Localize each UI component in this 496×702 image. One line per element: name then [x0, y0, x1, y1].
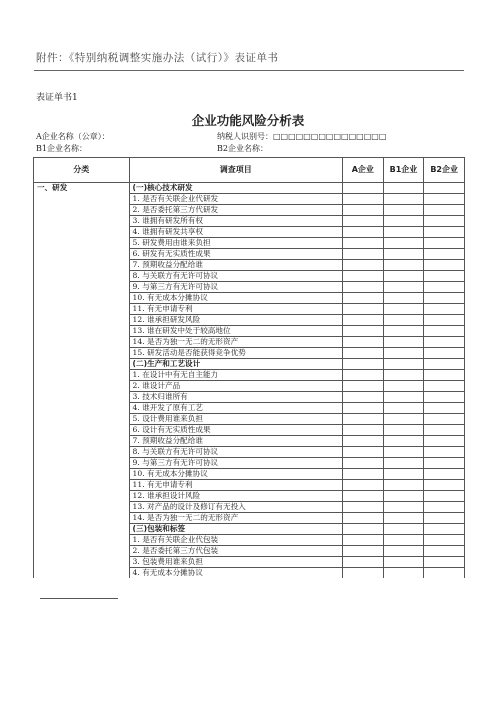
item-text: 8. 与关联方有无许可协议 [129, 271, 342, 282]
answer-cell-a[interactable] [343, 304, 384, 315]
page-title: 企业功能风险分析表 [191, 113, 305, 128]
answer-cell-b2[interactable] [424, 348, 465, 359]
answer-cell-b2[interactable] [424, 337, 465, 348]
item-text: 9. 与第三方有无许可协议 [129, 282, 342, 293]
item-text: 1. 是否有关联企业代包装 [129, 535, 342, 546]
answer-cell-a[interactable] [343, 249, 384, 260]
header-b1: B1企业 [383, 158, 424, 183]
answer-cell-b2[interactable] [424, 469, 465, 480]
item-text: 6. 设计有无实质性成果 [129, 425, 342, 436]
answer-cell-b2[interactable] [424, 304, 465, 315]
section-title: (二)生产和工艺设计 [129, 359, 342, 370]
answer-cell-a[interactable] [343, 227, 384, 238]
item-text: 1. 在设计中有无自主能力 [129, 370, 342, 381]
answer-cell-b2[interactable] [424, 260, 465, 271]
item-text: 11. 有无申请专利 [129, 480, 342, 491]
item-text: 15. 研发活动是否能获得竞争优势 [129, 348, 342, 359]
answer-cell-a[interactable] [343, 458, 384, 469]
header-item: 调查项目 [129, 158, 342, 183]
section-title: (三)包装和标签 [129, 524, 342, 535]
function-risk-table [33, 157, 465, 578]
answer-cell-b2[interactable] [424, 480, 465, 491]
item-text: 13. 对产品的设计及修订有无投入 [129, 502, 342, 513]
answer-cell-a[interactable] [343, 469, 384, 480]
answer-cell-b1[interactable] [383, 183, 424, 194]
answer-cell-a[interactable] [343, 282, 384, 293]
answer-cell-b1[interactable] [383, 337, 424, 348]
a-company-label: A企业名称（公章）： [36, 132, 110, 141]
b2-company-label: B2企业名称： [217, 144, 268, 153]
answer-cell-b1[interactable] [383, 414, 424, 425]
table-body [34, 183, 465, 579]
answer-cell-b1[interactable] [383, 359, 424, 370]
answer-cell-a[interactable] [343, 480, 384, 491]
answer-cell-b2[interactable] [424, 568, 465, 579]
answer-cell-b1[interactable] [383, 381, 424, 392]
answer-cell-b1[interactable] [383, 513, 424, 524]
answer-cell-b1[interactable] [383, 535, 424, 546]
section-row [34, 183, 465, 194]
item-text: 2. 谁设计产品 [129, 381, 342, 392]
answer-cell-a[interactable] [343, 513, 384, 524]
item-text: 11. 有无申请专利 [129, 304, 342, 315]
answer-cell-b2[interactable] [424, 370, 465, 381]
category-cell: 一、研发 [34, 183, 130, 579]
answer-cell-a[interactable] [343, 293, 384, 304]
item-text: 12. 谁承担研发风险 [129, 315, 342, 326]
answer-cell-b1[interactable] [383, 238, 424, 249]
answer-cell-a[interactable] [343, 326, 384, 337]
answer-cell-b1[interactable] [383, 348, 424, 359]
answer-cell-b1[interactable] [383, 436, 424, 447]
answer-cell-b1[interactable] [383, 392, 424, 403]
item-text: 5. 设计费用谁来负担 [129, 414, 342, 425]
answer-cell-b1[interactable] [383, 458, 424, 469]
answer-cell-b1[interactable] [383, 469, 424, 480]
item-text: 3. 技术归谁所有 [129, 392, 342, 403]
answer-cell-b2[interactable] [424, 447, 465, 458]
item-text: 9. 与第三方有无许可协议 [129, 458, 342, 469]
section-title: (一)核心技术研发 [129, 183, 342, 194]
answer-cell-b1[interactable] [383, 502, 424, 513]
answer-cell-b1[interactable] [383, 524, 424, 535]
answer-cell-a[interactable] [343, 370, 384, 381]
answer-cell-a[interactable] [343, 403, 384, 414]
table-header-row [34, 158, 465, 183]
answer-cell-a[interactable] [343, 535, 384, 546]
answer-cell-b2[interactable] [424, 557, 465, 568]
answer-cell-a[interactable] [343, 381, 384, 392]
answer-cell-a[interactable] [343, 216, 384, 227]
answer-cell-b2[interactable] [424, 293, 465, 304]
item-text: 2. 是否委托第三方代研发 [129, 205, 342, 216]
answer-cell-b1[interactable] [383, 282, 424, 293]
answer-cell-b2[interactable] [424, 403, 465, 414]
answer-cell-b2[interactable] [424, 502, 465, 513]
item-text: 7. 预期收益分配给谁 [129, 436, 342, 447]
item-text: 3. 谁拥有研发所有权 [129, 216, 342, 227]
answer-cell-b2[interactable] [424, 227, 465, 238]
answer-cell-b1[interactable] [383, 205, 424, 216]
item-text: 2. 是否委托第三方代包装 [129, 546, 342, 557]
answer-cell-b2[interactable] [424, 315, 465, 326]
document-header: 附件：《特别纳税调整实施办法（试行）》表证单书 [36, 52, 279, 64]
answer-cell-b2[interactable] [424, 535, 465, 546]
answer-cell-b2[interactable] [424, 326, 465, 337]
answer-cell-a[interactable] [343, 260, 384, 271]
answer-cell-b1[interactable] [383, 557, 424, 568]
answer-cell-b2[interactable] [424, 381, 465, 392]
item-text: 5. 研发费用由谁来负担 [129, 238, 342, 249]
item-text: 3. 包装费用谁来负担 [129, 557, 342, 568]
answer-cell-a[interactable] [343, 568, 384, 579]
answer-cell-b2[interactable] [424, 216, 465, 227]
answer-cell-b2[interactable] [424, 249, 465, 260]
answer-cell-b1[interactable] [383, 546, 424, 557]
answer-cell-b2[interactable] [424, 194, 465, 205]
answer-cell-a[interactable] [343, 546, 384, 557]
answer-cell-b1[interactable] [383, 326, 424, 337]
item-text: 13. 谁在研发中处于较高地位 [129, 326, 342, 337]
answer-cell-b2[interactable] [424, 238, 465, 249]
answer-cell-b2[interactable] [424, 392, 465, 403]
header-a: A企业 [343, 158, 384, 183]
item-text: 6. 研发有无实质性成果 [129, 249, 342, 260]
item-text: 4. 有无成本分摊协议 [129, 568, 342, 579]
answer-cell-b2[interactable] [424, 458, 465, 469]
answer-cell-b2[interactable] [424, 524, 465, 535]
item-text: 14. 是否为独一无二的无形资产 [129, 513, 342, 524]
form-id: 表证单书1 [36, 93, 78, 103]
answer-cell-b1[interactable] [383, 227, 424, 238]
category-divider-fragment [40, 598, 118, 599]
item-text: 7. 预期收益分配给谁 [129, 260, 342, 271]
answer-cell-a[interactable] [343, 502, 384, 513]
answer-cell-b1[interactable] [383, 568, 424, 579]
answer-cell-b1[interactable] [383, 249, 424, 260]
answer-cell-b1[interactable] [383, 260, 424, 271]
answer-cell-a[interactable] [343, 337, 384, 348]
answer-cell-a[interactable] [343, 315, 384, 326]
item-text: 10. 有无成本分摊协议 [129, 293, 342, 304]
answer-cell-a[interactable] [343, 348, 384, 359]
answer-cell-a[interactable] [343, 359, 384, 370]
answer-cell-b1[interactable] [383, 491, 424, 502]
item-text: 10. 有无成本分摊协议 [129, 469, 342, 480]
answer-cell-a[interactable] [343, 491, 384, 502]
b1-company-label: B1企业名称： [36, 144, 87, 153]
answer-cell-a[interactable] [343, 205, 384, 216]
header-divider [34, 70, 464, 71]
answer-cell-b1[interactable] [383, 447, 424, 458]
answer-cell-b2[interactable] [424, 414, 465, 425]
header-b2: B2企业 [424, 158, 465, 183]
item-text: 14. 是否为独一无二的无形资产 [129, 337, 342, 348]
answer-cell-a[interactable] [343, 557, 384, 568]
answer-cell-b1[interactable] [383, 271, 424, 282]
answer-cell-b1[interactable] [383, 216, 424, 227]
answer-cell-a[interactable] [343, 271, 384, 282]
answer-cell-b2[interactable] [424, 425, 465, 436]
answer-cell-b1[interactable] [383, 425, 424, 436]
answer-cell-b2[interactable] [424, 282, 465, 293]
answer-cell-a[interactable] [343, 414, 384, 425]
item-text: 4. 谁开发了原有工艺 [129, 403, 342, 414]
header-category: 分类 [34, 158, 130, 183]
item-text: 12. 谁承担设计风险 [129, 491, 342, 502]
answer-cell-b1[interactable] [383, 194, 424, 205]
taxpayer-id-label: 纳税人识别号：□□□□□□□□□□□□□□□ [217, 132, 387, 141]
item-text: 8. 与关联方有无许可协议 [129, 447, 342, 458]
answer-cell-b1[interactable] [383, 480, 424, 491]
answer-cell-b1[interactable] [383, 315, 424, 326]
item-text: 1. 是否有关联企业代研发 [129, 194, 342, 205]
answer-cell-b1[interactable] [383, 403, 424, 414]
answer-cell-a[interactable] [343, 392, 384, 403]
answer-cell-a[interactable] [343, 183, 384, 194]
answer-cell-a[interactable] [343, 194, 384, 205]
answer-cell-b2[interactable] [424, 205, 465, 216]
answer-cell-b2[interactable] [424, 183, 465, 194]
answer-cell-a[interactable] [343, 238, 384, 249]
answer-cell-b2[interactable] [424, 513, 465, 524]
answer-cell-b2[interactable] [424, 491, 465, 502]
answer-cell-a[interactable] [343, 436, 384, 447]
answer-cell-b2[interactable] [424, 359, 465, 370]
item-text: 4. 谁拥有研发共享权 [129, 227, 342, 238]
answer-cell-b2[interactable] [424, 546, 465, 557]
answer-cell-b1[interactable] [383, 370, 424, 381]
answer-cell-b2[interactable] [424, 436, 465, 447]
answer-cell-a[interactable] [343, 524, 384, 535]
answer-cell-b2[interactable] [424, 271, 465, 282]
answer-cell-b1[interactable] [383, 293, 424, 304]
answer-cell-a[interactable] [343, 425, 384, 436]
answer-cell-a[interactable] [343, 447, 384, 458]
answer-cell-b1[interactable] [383, 304, 424, 315]
